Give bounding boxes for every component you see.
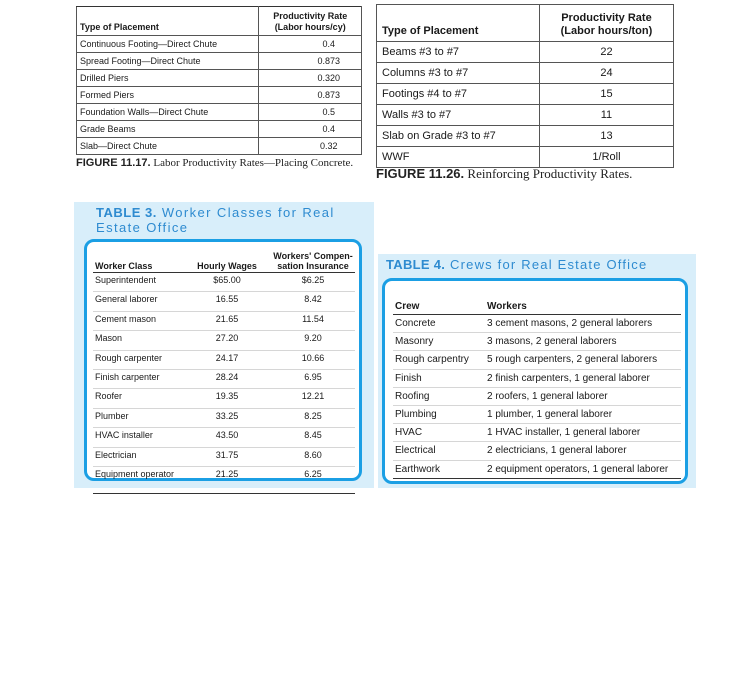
caption-text: Labor Productivity Rates—Placing Concrete.: [153, 157, 354, 169]
table-row: [377, 42, 674, 63]
hourly-wage: 19.35: [183, 389, 271, 408]
productivity-rate: 13: [539, 126, 673, 147]
table-row: [93, 311, 355, 330]
crew-name: Rough carpentry: [393, 351, 485, 369]
table-row: [393, 405, 681, 423]
caption-label: FIGURE 11.26.: [376, 166, 465, 181]
placement-type: Spread Footing—Direct Chute: [77, 53, 259, 70]
figure-11-26-caption: [376, 166, 676, 181]
column-header: Hourly Wages: [183, 250, 271, 273]
column-header: Crew: [393, 299, 485, 315]
table-row: [377, 126, 674, 147]
crew-workers: 1 plumber, 1 general laborer: [485, 405, 681, 423]
worker-class: Mason: [93, 331, 183, 350]
hourly-wage: 24.17: [183, 350, 271, 369]
placing-concrete-table: [76, 6, 362, 155]
crew-workers: 2 electricians, 1 general laborer: [485, 442, 681, 460]
table-row: [393, 387, 681, 405]
table-title-text: Worker Classes for Real Estate Office: [96, 205, 335, 235]
table-header-row: [393, 299, 681, 315]
table-row: [393, 369, 681, 387]
productivity-rate: 0.5: [259, 104, 362, 121]
column-header: [539, 5, 673, 42]
productivity-rate: 0.320: [259, 70, 362, 87]
crew-workers: 2 finish carpenters, 1 general laborer: [485, 369, 681, 387]
table-row: [377, 105, 674, 126]
table-row: [393, 460, 681, 478]
table-row: [93, 447, 355, 466]
worker-class: General laborer: [93, 292, 183, 311]
table-row: [77, 70, 362, 87]
worker-class: Electrician: [93, 447, 183, 466]
crew-name: HVAC: [393, 424, 485, 442]
worker-class: HVAC installer: [93, 428, 183, 447]
crew-workers: 3 cement masons, 2 general laborers: [485, 315, 681, 333]
insurance: 12.21: [271, 389, 355, 408]
worker-class: Equipment operator: [93, 466, 183, 493]
placement-type: Grade Beams: [77, 121, 259, 138]
table-title-text: Crews for Real Estate Office: [450, 257, 648, 272]
table-row: [93, 369, 355, 388]
header-line: sation Insurance: [277, 261, 349, 271]
column-header: Worker Class: [93, 250, 183, 273]
crews-table: [393, 299, 681, 479]
table-row: [377, 63, 674, 84]
header-line: (Labor hours/ton): [560, 25, 653, 37]
caption-label: FIGURE 11.17.: [76, 157, 151, 169]
hourly-wage: 21.25: [183, 466, 271, 493]
header-line: Productivity Rate: [273, 11, 348, 21]
insurance: $6.25: [271, 273, 355, 292]
worker-class: Cement mason: [93, 311, 183, 330]
productivity-rate: 15: [539, 84, 673, 105]
productivity-rate: 24: [539, 63, 673, 84]
table-row: [93, 350, 355, 369]
table-row: [393, 351, 681, 369]
hourly-wage: $65.00: [183, 273, 271, 292]
table-4-title: [386, 257, 647, 272]
table-3-panel: [74, 202, 374, 488]
crew-workers: 2 equipment operators, 1 general laborer: [485, 460, 681, 478]
insurance: 9.20: [271, 331, 355, 350]
worker-class: Plumber: [93, 408, 183, 427]
table-row: [93, 292, 355, 311]
figure-11-26-table: [376, 4, 674, 168]
table-3-title: [96, 205, 356, 235]
insurance: 6.25: [271, 466, 355, 493]
placement-type: Continuous Footing—Direct Chute: [77, 36, 259, 53]
table-row: [393, 424, 681, 442]
hourly-wage: 28.24: [183, 369, 271, 388]
table-row: [393, 442, 681, 460]
worker-class: Superintendent: [93, 273, 183, 292]
insurance: 10.66: [271, 350, 355, 369]
table-row: [77, 87, 362, 104]
header-line: Workers' Compen-: [273, 251, 353, 261]
table-label: TABLE 4.: [386, 257, 446, 272]
insurance: 6.95: [271, 369, 355, 388]
table-row: [93, 331, 355, 350]
placement-type: Formed Piers: [77, 87, 259, 104]
worker-classes-table: [93, 250, 355, 494]
crew-name: Masonry: [393, 333, 485, 351]
productivity-rate: 0.873: [259, 87, 362, 104]
crew-workers: 5 rough carpenters, 2 general laborers: [485, 351, 681, 369]
insurance: 8.42: [271, 292, 355, 311]
insurance: 8.25: [271, 408, 355, 427]
table-row: [93, 428, 355, 447]
table-header-row: [377, 5, 674, 42]
productivity-rate: 0.4: [259, 36, 362, 53]
table-4-panel: [378, 254, 696, 488]
crew-name: Electrical: [393, 442, 485, 460]
column-header: [271, 250, 355, 273]
hourly-wage: 16.55: [183, 292, 271, 311]
table-3-box: [84, 239, 362, 481]
placement-type: Slab—Direct Chute: [77, 138, 259, 155]
table-row: [377, 84, 674, 105]
crew-name: Plumbing: [393, 405, 485, 423]
table-row: [393, 315, 681, 333]
productivity-rate: 0.873: [259, 53, 362, 70]
crew-name: Finish: [393, 369, 485, 387]
hourly-wage: 31.75: [183, 447, 271, 466]
reinforcing-table: [376, 4, 674, 168]
placement-type: Beams #3 to #7: [377, 42, 540, 63]
worker-class: Rough carpenter: [93, 350, 183, 369]
table-4-box: [382, 278, 688, 484]
caption-text: Reinforcing Productivity Rates.: [467, 166, 633, 181]
crew-workers: 1 HVAC installer, 1 general laborer: [485, 424, 681, 442]
productivity-rate: 0.4: [259, 121, 362, 138]
placement-type: Drilled Piers: [77, 70, 259, 87]
crew-name: Earthwork: [393, 460, 485, 478]
table-header-row: [77, 7, 362, 36]
table-row: [93, 389, 355, 408]
table-row: [77, 138, 362, 155]
figure-11-17-table: [76, 6, 362, 155]
table-row: [77, 36, 362, 53]
hourly-wage: 33.25: [183, 408, 271, 427]
table-label: TABLE 3.: [96, 205, 157, 220]
table-row: [77, 121, 362, 138]
hourly-wage: 43.50: [183, 428, 271, 447]
table-row: [77, 53, 362, 70]
productivity-rate: 0.32: [259, 138, 362, 155]
hourly-wage: 27.20: [183, 331, 271, 350]
productivity-rate: 22: [539, 42, 673, 63]
table-row: [77, 104, 362, 121]
insurance: 11.54: [271, 311, 355, 330]
column-header: [259, 7, 362, 36]
header-line: Productivity Rate: [561, 12, 652, 24]
insurance: 8.45: [271, 428, 355, 447]
header-line: (Labor hours/cy): [274, 22, 346, 32]
placement-type: Foundation Walls—Direct Chute: [77, 104, 259, 121]
hourly-wage: 21.65: [183, 311, 271, 330]
placement-type: WWF: [377, 147, 540, 168]
placement-type: Footings #4 to #7: [377, 84, 540, 105]
crew-workers: 2 roofers, 1 general laborer: [485, 387, 681, 405]
productivity-rate: 1/Roll: [539, 147, 673, 168]
column-header: Type of Placement: [77, 7, 259, 36]
placement-type: Columns #3 to #7: [377, 63, 540, 84]
productivity-rate: 11: [539, 105, 673, 126]
placement-type: Slab on Grade #3 to #7: [377, 126, 540, 147]
column-header: Type of Placement: [377, 5, 540, 42]
worker-class: Roofer: [93, 389, 183, 408]
table-row: [93, 466, 355, 493]
table-row: [393, 333, 681, 351]
worker-class: Finish carpenter: [93, 369, 183, 388]
column-header: Workers: [485, 299, 681, 315]
crew-name: Roofing: [393, 387, 485, 405]
crew-workers: 3 masons, 2 general laborers: [485, 333, 681, 351]
table-row: [377, 147, 674, 168]
figure-11-17-caption: [76, 157, 356, 169]
table-row: [93, 408, 355, 427]
insurance: 8.60: [271, 447, 355, 466]
table-row: [93, 273, 355, 292]
crew-name: Concrete: [393, 315, 485, 333]
placement-type: Walls #3 to #7: [377, 105, 540, 126]
table-header-row: [93, 250, 355, 273]
